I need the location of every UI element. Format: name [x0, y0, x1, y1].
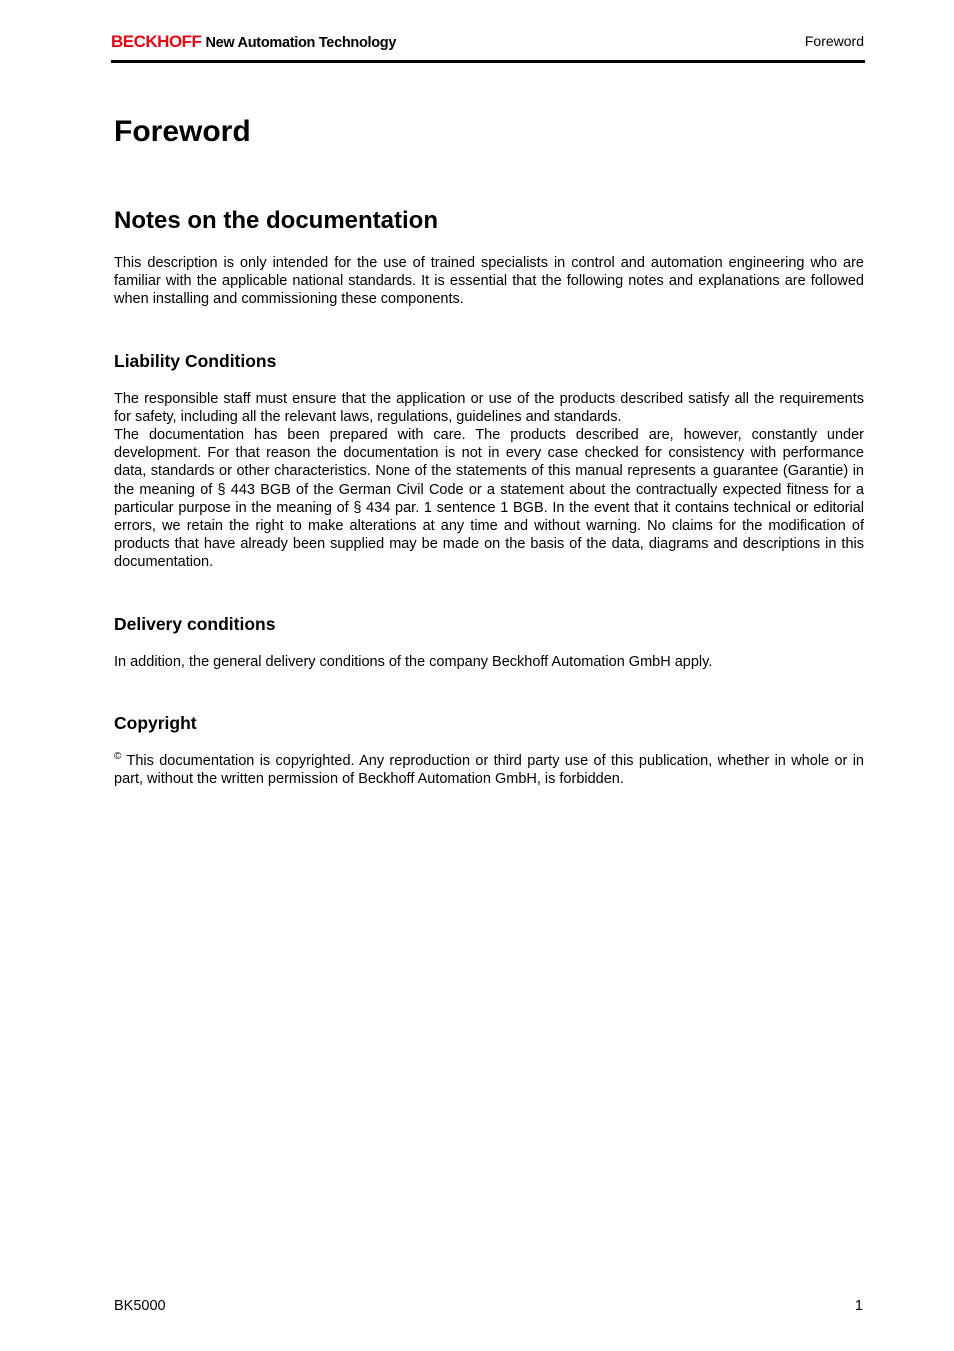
brand-tagline: New Automation Technology	[205, 35, 397, 51]
notes-heading: Notes on the documentation	[114, 207, 438, 234]
copyright-heading: Copyright	[114, 712, 197, 733]
brand-name: BECKHOFF	[111, 32, 202, 51]
delivery-paragraph: In addition, the general delivery conditions of the company Beckhoff Automation GmbH apply.	[114, 653, 713, 670]
footer-page-number: 1	[854, 1298, 863, 1314]
notes-intro-paragraph: This description is only intended for the use of trained specialists in control and automation engineering who are familiar with the applicable national standards. It is essential that the following notes and explanations are followed when installing and commissioning these components.	[114, 255, 864, 308]
liability-heading: Liability Conditions	[114, 350, 277, 371]
page-title: Foreword	[114, 115, 251, 148]
header-section-title: Foreword	[804, 33, 864, 49]
copyright-symbol: ©	[114, 751, 122, 763]
copyright-paragraph-block	[114, 752, 864, 788]
liability-paragraph-2: The documentation has been prepared with care. The products described are, however, constantly under development. For that reason the documentation is not in every case checked for consistency with performance data, standards or other characteristics. None of the statements of this manual represents a guarantee (Garantie) in the meaning of § 443 BGB of the German Civil Code or a statement about the contractually expected fitness for a particular purpose in the meaning of § 434 par. 1 sentence 1 BGB. In the event that it contains technical or editorial errors, we retain the right to make alterations at any time and without warning. No claims for the modification of products that have already been supplied may be made on the basis of the data, diagrams and descriptions in this documentation.	[114, 427, 864, 571]
copyright-paragraph: This documentation is copyrighted. Any reproduction or third party use of this publication, whether in whole or in part, without the written permission of Beckhoff Automation GmbH, is forbidden.	[114, 752, 864, 788]
liability-paragraph-1: The responsible staff must ensure that the application or use of the products described satisfy all the requirements for safety, including all the relevant laws, regulations, guidelines and standards.	[114, 390, 864, 425]
beckhoff-logo	[111, 32, 396, 52]
page-header	[111, 30, 865, 63]
delivery-heading: Delivery conditions	[114, 613, 276, 634]
footer-product-name: BK5000	[114, 1298, 166, 1314]
page-content	[114, 114, 864, 788]
